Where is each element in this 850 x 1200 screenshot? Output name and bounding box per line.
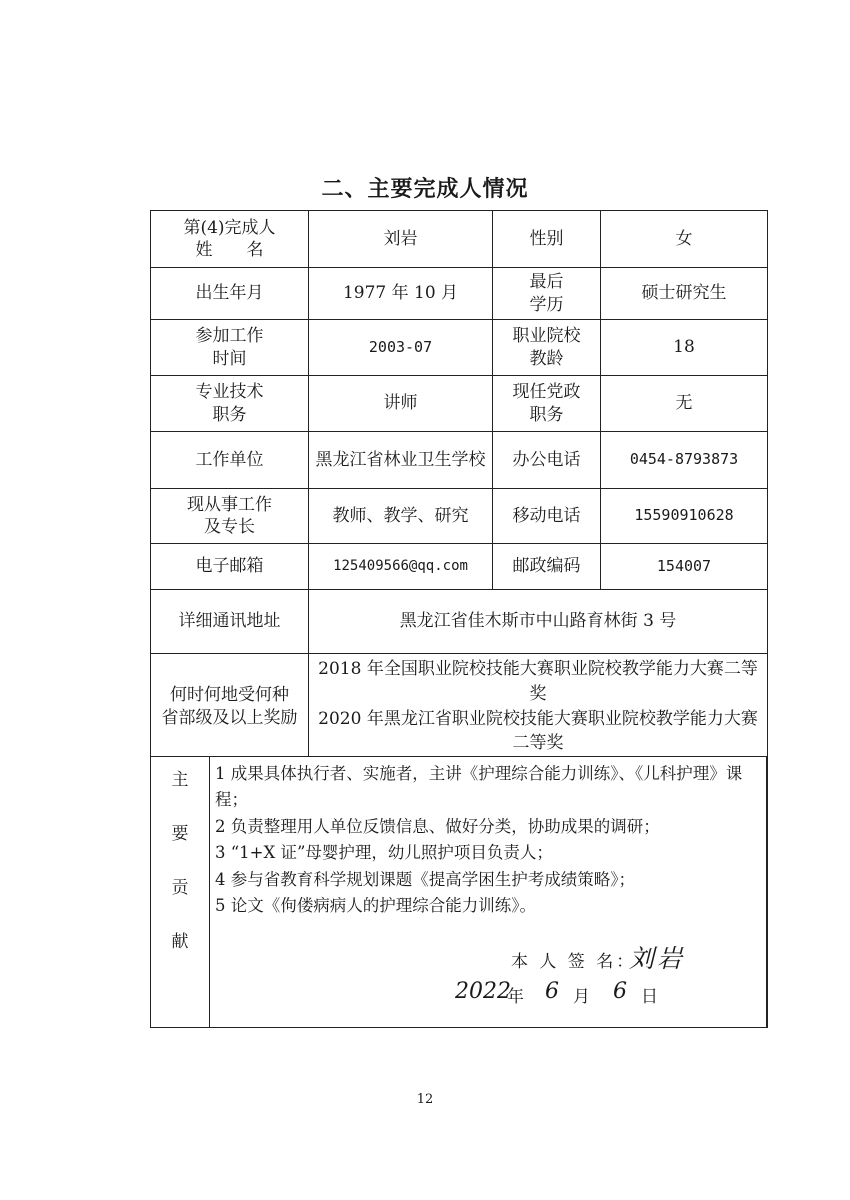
education-label: [493, 268, 601, 320]
contribution-label-char: 贡: [171, 878, 189, 898]
work-start-label-line1: 参加工作: [195, 326, 264, 347]
contribution-label-column: [151, 757, 210, 1027]
contribution-label-char: 献: [171, 932, 189, 952]
office-phone-value: 0454-8793873: [601, 432, 768, 489]
awards-label: [151, 654, 309, 760]
address-value: 黑龙江省佳木斯市中山路育林街 3 号: [309, 590, 768, 654]
gender-label: 性别: [493, 211, 601, 268]
date-year: 2022: [455, 979, 511, 1004]
date-day: 6: [613, 979, 627, 1004]
party-post-label-line1: 现任党政: [512, 382, 581, 403]
address-label: 详细通讯地址: [151, 590, 309, 654]
gender-value: 女: [601, 211, 768, 268]
professional-title-label-line1: 专业技术: [195, 382, 264, 403]
postcode-value: 154007: [601, 544, 768, 590]
email-value: 125409566@qq.com: [309, 544, 493, 590]
postcode-label: 邮政编码: [493, 544, 601, 590]
page-title: 二、主要完成人情况: [321, 177, 529, 202]
awards-label-line1: 何时何地受何种: [170, 685, 289, 706]
office-phone-label: 办公电话: [493, 432, 601, 489]
awards-label-line2: 省部级及以上奖励: [161, 707, 298, 728]
mobile-value: 15590910628: [601, 489, 768, 544]
signature-label: 本 人 签 名：: [511, 952, 637, 972]
date-year-unit: 年: [507, 987, 524, 1007]
mobile-label: 移动电话: [493, 489, 601, 544]
name-value: 刘岩: [309, 211, 493, 268]
party-post-label: [493, 376, 601, 432]
professional-title-value: 讲师: [309, 376, 493, 432]
contribution-item: 5 论文《佝偻病病人的护理综合能力训练》。: [215, 895, 536, 915]
award-item: 2018 年全国职业院校技能大赛职业院校教学能力大赛二等奖: [318, 659, 758, 704]
person-order-label: 第(4)完成人: [183, 217, 276, 238]
education-label-line1: 最后: [529, 272, 564, 293]
current-work-value: 教师、教学、研究: [309, 489, 493, 544]
contribution-item: 2 负责整理用人单位反馈信息、做好分类，协助成果的调研；: [215, 816, 660, 836]
birth-label: 出生年月: [151, 268, 309, 320]
date-month-unit: 月: [573, 987, 590, 1007]
signature-block: [455, 944, 761, 1011]
current-work-label: [151, 489, 309, 544]
email-label: 电子邮箱: [151, 544, 309, 590]
teaching-years-label-line1: 职业院校: [512, 326, 581, 347]
employer-value: 黑龙江省林业卫生学校: [309, 432, 493, 489]
contribution-label-char: 要: [171, 824, 189, 844]
awards-value: [309, 654, 768, 760]
contribution-label-char: 主: [171, 770, 189, 790]
education-value: 硕士研究生: [601, 268, 768, 320]
teaching-years-value: 18: [601, 320, 768, 376]
education-label-line2: 学历: [529, 294, 564, 315]
contribution-item: 3 “1+X 证”母婴护理，幼儿照护项目负责人；: [215, 843, 553, 863]
date-month: 6: [545, 979, 559, 1004]
work-start-label: [151, 320, 309, 376]
contribution-section: [150, 756, 767, 1028]
work-start-label-line2: 时间: [212, 348, 247, 369]
signature-handwriting: 刘岩: [629, 944, 686, 973]
teaching-years-label-line2: 教龄: [529, 348, 564, 369]
party-post-value: 无: [601, 376, 768, 432]
name-label: [151, 211, 309, 268]
name-caption: 姓 名: [195, 240, 264, 260]
contribution-content: [215, 761, 761, 919]
current-work-label-line1: 现从事工作: [187, 494, 272, 515]
birth-value: 1977 年 10 月: [309, 268, 493, 320]
date-day-unit: 日: [641, 987, 658, 1007]
contribution-item: 4 参与省教育科学规划课题《提高学困生护考成绩策略》；: [215, 869, 635, 889]
professional-title-label: [151, 376, 309, 432]
party-post-label-line2: 职务: [529, 404, 564, 425]
teaching-years-label: [493, 320, 601, 376]
page-number: 12: [416, 1092, 434, 1107]
contribution-item: 1 成果具体执行者、实施者，主讲《护理综合能力训练》、《儿科护理》课程；: [215, 764, 743, 810]
professional-title-label-line2: 职务: [212, 404, 247, 425]
award-item: 2020 年黑龙江省职业院校技能大赛职业院校教学能力大赛二等奖: [318, 708, 758, 754]
employer-label: 工作单位: [151, 432, 309, 489]
current-work-label-line2: 及专长: [204, 517, 255, 537]
work-start-value: 2003-07: [309, 320, 493, 376]
